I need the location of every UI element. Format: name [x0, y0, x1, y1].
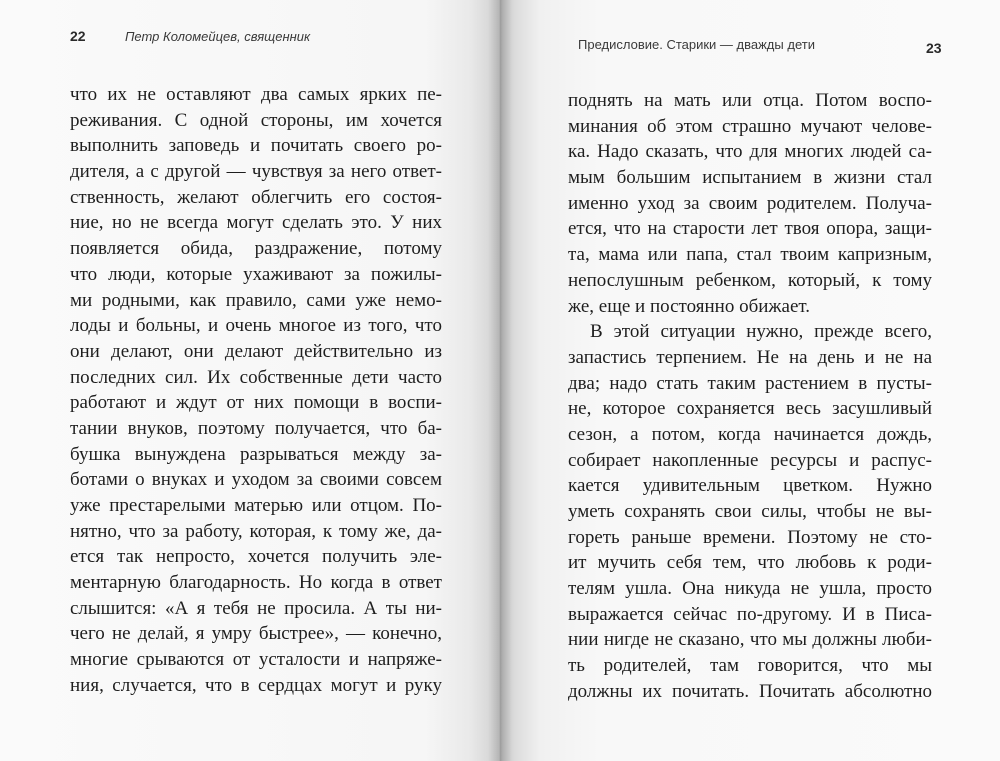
text-line: уметь сохранять свои силы, чтобы не вы-: [568, 501, 932, 522]
text-line: минания об этом страшно мучают челове-: [568, 115, 932, 137]
text-line: запастись терпением. Не на день и не на: [568, 346, 932, 368]
text-line: не, которое сохраняется весь засушливый: [568, 398, 932, 420]
text-line: же, еще и постоянно обижает.: [568, 295, 811, 317]
text-line: многие срываются от усталости и напряже-: [70, 649, 442, 671]
text-line: нятно, что за работу, которая, к тому же, да-: [70, 520, 442, 542]
text-line: сезон, а потом, когда начинается дождь,: [568, 423, 932, 445]
text-line: слышится: «А я тебя не просила. А ты ни-: [70, 597, 442, 619]
text-line: телям ушла. Она никуда не ушла, просто: [568, 578, 932, 600]
text-line: гореть раньше времени. Поэтому не сто-: [568, 526, 932, 548]
text-line: ми родными, как правило, сами уже немо-: [70, 289, 442, 311]
text-line: нии нигде не сказано, что мы должны люби-: [568, 629, 932, 651]
text-line: что люди, которые ухаживают за пожилы-: [70, 263, 442, 285]
left-body-text: [70, 82, 442, 699]
text-line: они делают, они делают действительно из: [70, 340, 442, 362]
text-line: дителя, а с другой — чувствуя за него ответ-: [70, 161, 442, 183]
text-line: В этой ситуации нужно, прежде всего,: [590, 321, 932, 343]
text-line: уже престарелыми матерью или отцом. По-: [70, 495, 442, 516]
text-line: ит мучить себя тем, что любовь к роди-: [568, 552, 932, 574]
text-line: должны их почитать. Почитать абсолютно: [568, 680, 932, 702]
left-page-number: 22: [70, 28, 86, 44]
text-line: чего не делай, я умру быстрее», — конечно,: [70, 623, 442, 645]
text-line: собирает накопленные ресурсы и распус-: [568, 449, 932, 471]
text-line: мым большим испытанием в жизни стал: [568, 167, 932, 189]
text-line: поднять на мать или отца. Потом воспо-: [568, 90, 932, 111]
right-body-text: [568, 88, 932, 705]
text-line: ние, но не всегда могут сделать это. У них: [70, 212, 442, 234]
text-line: работают и ждут от них помощи в воспи-: [70, 392, 442, 414]
text-line: ственность, желают облегчить его состоя-: [70, 186, 442, 208]
book-gutter: [488, 0, 512, 761]
text-line: появляется обида, раздражение, потому: [70, 238, 442, 260]
text-line: ть родителей, там говорится, что мы: [568, 655, 932, 677]
text-line: ментарную благодарность. Но когда в ответ: [70, 572, 442, 594]
text-line: выполнить заповедь и почитать своего ро-: [70, 135, 442, 157]
text-line: ния, случается, что в сердцах могут и руку: [70, 674, 442, 696]
text-line: ется так непросто, хочется получить эле-: [70, 546, 442, 568]
text-line: бушка вынуждена разрываться между за-: [70, 443, 442, 465]
right-running-head: Предисловие. Старики — дважды дети: [578, 37, 815, 52]
text-line: реживания. С одной стороны, им хочется: [70, 109, 442, 131]
left-running-head: Петр Коломейцев, священник: [125, 29, 311, 44]
text-line: два; надо стать таким растением в пусты-: [568, 372, 932, 394]
text-line: что их не оставляют два самых ярких пе-: [70, 84, 442, 105]
text-line: ется, что на старости лет твоя опора, защи-: [568, 218, 932, 240]
text-line: ботами о внуках и уходом за своими совсем: [70, 469, 442, 491]
text-line: именно уход за своим родителем. Получа-: [568, 192, 932, 214]
right-page-number: 23: [926, 40, 942, 56]
right-page: [500, 0, 1000, 761]
text-line: лоды и больны, и очень многое из того, что: [70, 315, 442, 337]
text-line: выражается сейчас по-другому. И в Писа-: [568, 603, 932, 625]
text-line: последних сил. Их собственные дети часто: [70, 366, 442, 388]
text-line: тании внуков, поэтому получается, что ба-: [70, 417, 442, 439]
text-line: непослушным ребенком, который, к тому: [568, 269, 932, 291]
text-line: та, мама или папа, стал твоим капризным,: [568, 244, 932, 266]
text-line: ка. Надо сказать, что для многих людей са-: [568, 141, 932, 163]
text-line: кается удивительным цветком. Нужно: [568, 475, 932, 497]
